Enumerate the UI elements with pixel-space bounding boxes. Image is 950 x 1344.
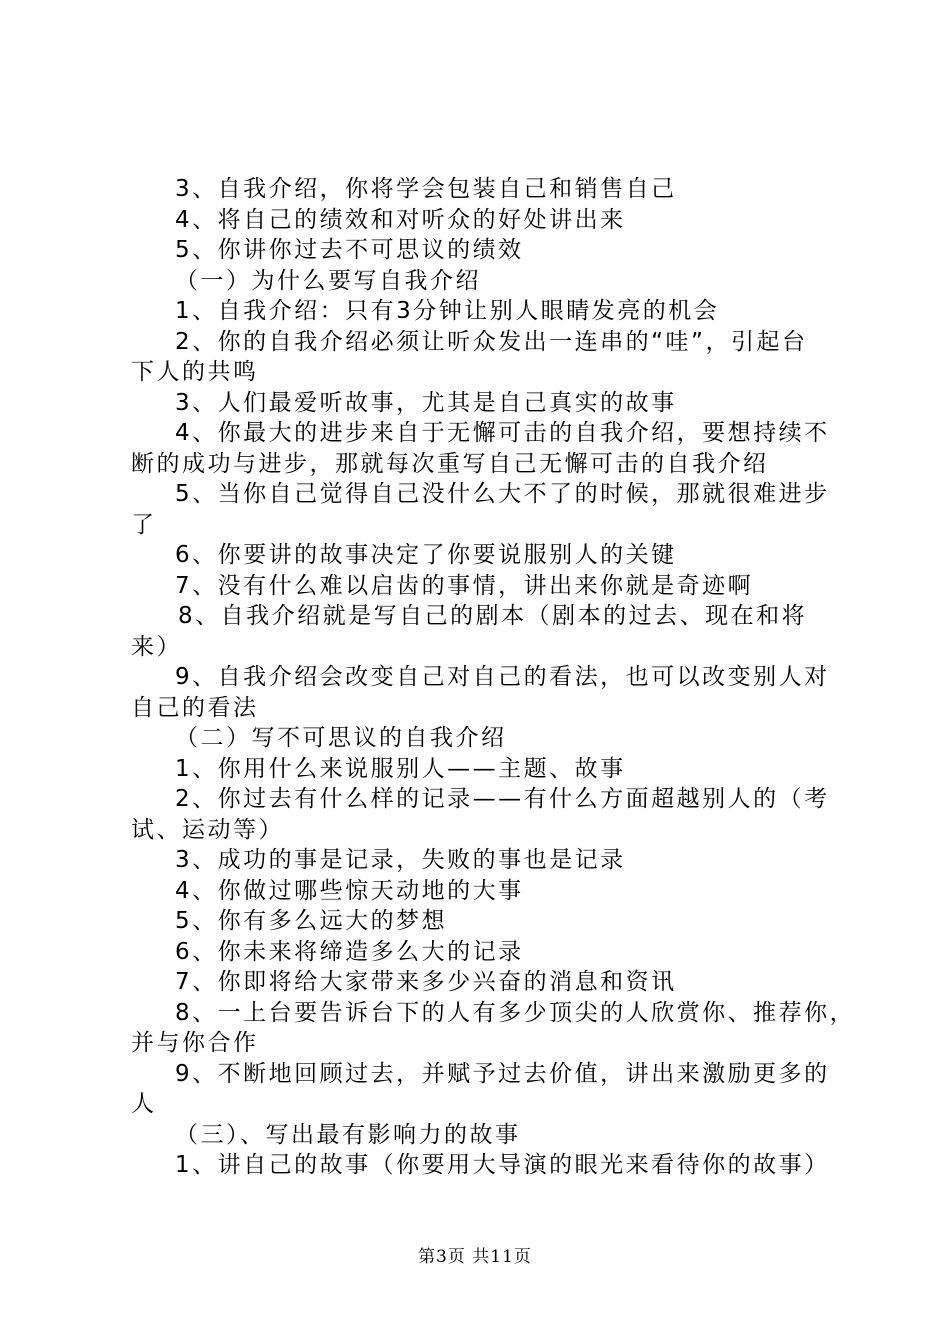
text-line: 8、自我介绍就是写自己的剧本（剧本的过去、现在和将: [178, 603, 808, 629]
text-line: 8、一上台要告诉台下的人有多少顶尖的人欣赏你、推荐你，: [175, 999, 856, 1026]
text-line: 3、成功的事是记录，失败的事也是记录: [175, 847, 626, 873]
text-line: 1、讲自己的故事（你要用大导演的眼光来看待你的故事）: [175, 1152, 830, 1178]
page-footer: 第3页 共11页: [418, 1247, 532, 1267]
text-line: 下人的共鸣: [131, 359, 259, 385]
text-line: 2、你过去有什么样的记录——有什么方面超越别人的（考: [175, 786, 830, 812]
text-line: 6、你未来将缔造多么大的记录: [175, 938, 524, 965]
text-line: 来）: [131, 633, 182, 660]
text-line: 人: [131, 1091, 157, 1117]
text-line: 了: [131, 511, 157, 538]
text-line: 3、自我介绍，你将学会包装自己和销售自己: [175, 176, 677, 202]
text-line: （二）写不可思议的自我介绍: [175, 725, 507, 751]
text-line: 5、你讲你过去不可思议的绩效: [175, 237, 524, 263]
text-line: 5、当你自己觉得自己没什么大不了的时候，那就很难进步: [175, 481, 830, 507]
text-line: 1、你用什么来说服别人——主题、故事: [175, 755, 626, 782]
text-line: 1、自我介绍：只有3分钟让别人眼睛发亮的机会: [175, 298, 720, 324]
text-line: （一）为什么要写自我介绍: [175, 267, 481, 294]
text-line: 9、不断地回顾过去，并赋予过去价值，讲出来激励更多的: [175, 1060, 830, 1087]
text-line: 7、没有什么难以启齿的事情，讲出来你就是奇迹啊: [175, 572, 754, 599]
document-body: [0, 174, 950, 1181]
text-line: 6、你要讲的故事决定了你要说服别人的关键: [175, 542, 677, 568]
text-line: （三）、写出最有影响力的故事: [175, 1121, 521, 1148]
text-line: 3、人们最爱听故事，尤其是自己真实的故事: [175, 389, 677, 416]
text-line: 试、运动等）: [131, 816, 284, 843]
text-line: 4、你最大的进步来自于无懈可击的自我介绍，要想持续不: [175, 420, 830, 446]
text-line: 5、你有多么远大的梦想: [175, 908, 448, 934]
text-line: 7、你即将给大家带来多少兴奋的消息和资讯: [175, 969, 677, 995]
text-line: 并与你合作: [131, 1030, 259, 1056]
text-line: 自己的看法: [131, 694, 259, 721]
text-line: 9、自我介绍会改变自己对自己的看法，也可以改变别人对: [175, 664, 830, 690]
text-line: 4、将自己的绩效和对听众的好处讲出来: [175, 206, 626, 233]
text-line: 断的成功与进步，那就每次重写自己无懈可击的自我介绍: [131, 450, 769, 477]
text-line: 2、你的自我介绍必须让听众发出一连串的“哇”，引起台: [175, 328, 808, 355]
text-line: 4、你做过哪些惊天动地的大事: [175, 877, 524, 904]
